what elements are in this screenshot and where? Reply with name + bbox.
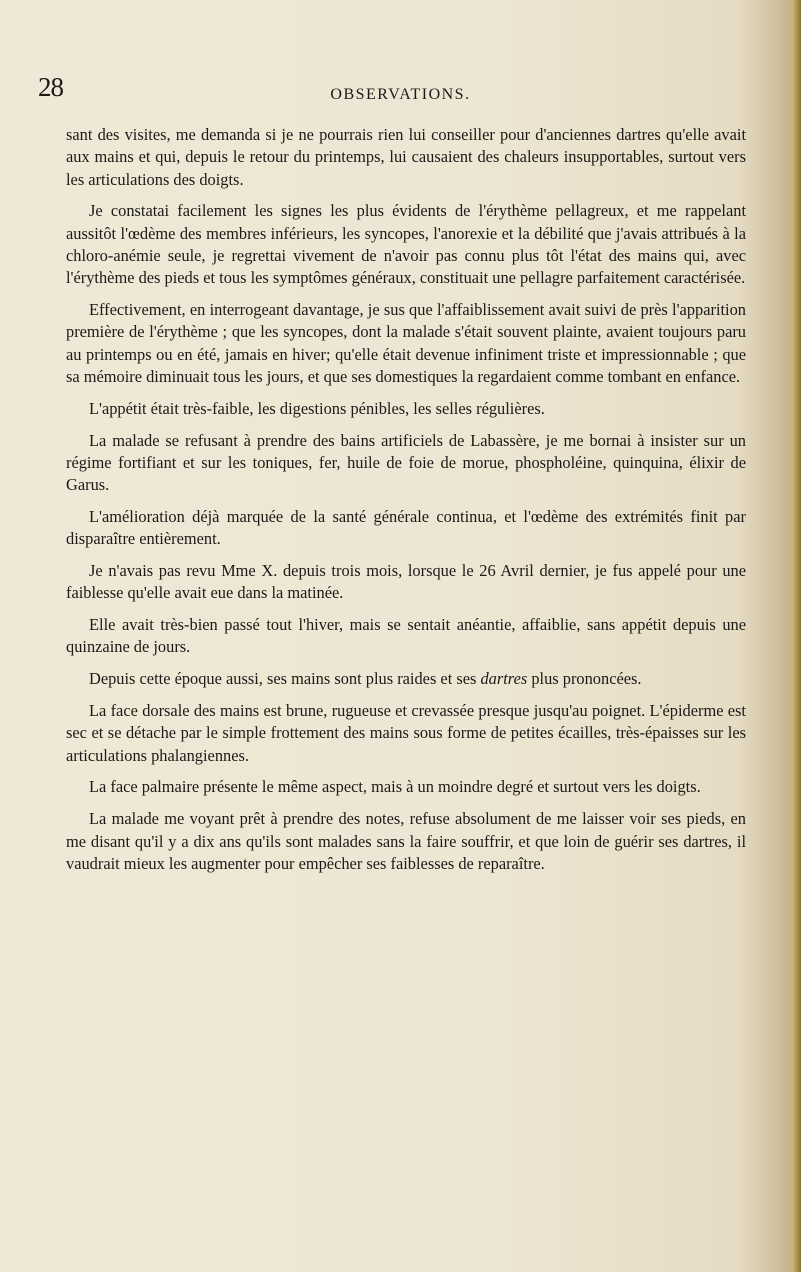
paragraph: La face dorsale des mains est brune, rugueuse et crevassée presque jusqu'au poignet. L'épiderme est sec et se détache par le simple frottement des mains sous forme de petites écailles, très-épaisses sur les articulations phalangiennes. bbox=[66, 701, 746, 765]
paragraph: Effectivement, en interrogeant davantage, je sus que l'affaiblissement avait suivi de près l'apparition première de l'érythème ; que les syncopes, dont la malade s'était souvent plainte, avaient toujours paru au printemps ou en été, jamais en hiver; qu'elle était devenue infiniment triste et impressionnable ; que sa mémoire diminuait tous les jours, et que ses domestiques la regardaient comme tombant en enfance. bbox=[66, 300, 746, 386]
paragraph: La malade me voyant prêt à prendre des notes, refuse absolument de me laisser voir ses pieds, en me disant qu'il y a dix ans qu'ils sont malades sans la faire souffrir, et que loin de guérir ses dartres, il vaudrait mieux les augmenter pour empêcher ses faiblesses de reparaître. bbox=[66, 809, 746, 873]
italic-term: dartres bbox=[480, 669, 528, 689]
paragraph-text: Depuis cette époque aussi, ses mains sont plus raides et ses bbox=[89, 669, 481, 689]
paragraph-text: plus prononcées. bbox=[527, 669, 642, 689]
page-number: 28 bbox=[38, 72, 63, 102]
paragraph: La face palmaire présente le même aspect, mais à un moindre degré et surtout vers les doigts. bbox=[89, 777, 701, 797]
paragraph: sant des visites, me demanda si je ne pourrais rien lui conseiller pour d'anciennes dartres qu'elle avait aux mains et qui, depuis le retour du printemps, lui causaient des chaleurs insupportables, surtout vers les articulations des doigts. bbox=[66, 125, 746, 189]
paragraph: L'amélioration déjà marquée de la santé générale continua, et l'œdème des extrémités finit par disparaître entièrement. bbox=[66, 506, 746, 549]
running-title: OBSERVATIONS. bbox=[330, 86, 471, 103]
page-edge bbox=[787, 0, 801, 1272]
paragraph: Je constatai facilement les signes les plus évidents de l'érythème pellagreux, et me rappelant aussitôt l'œdème des membres inférieurs, les syncopes, l'anorexie et la débilité que j'avais attribués à la chloro-anémie seule, je regrettai vivement de n'avoir pas connu plus tôt l'état des mains qui, avec l'érythème des pieds et tous les symptômes généraux, constituait une pellagre parfaitement caractérisée. bbox=[66, 201, 746, 288]
paragraph: La malade se refusant à prendre des bains artificiels de Labassère, je me bornai à insister sur un régime fortifiant et sur les toniques, fer, huile de foie de morue, phospholéine, quinquina, élixir de Garus. bbox=[66, 430, 746, 495]
body-text bbox=[66, 124, 746, 885]
paragraph: Je n'avais pas revu Mme X. depuis trois mois, lorsque le 26 Avril dernier, je fus appelé pour une faiblesse qu'elle avait eue dans la matinée. bbox=[66, 561, 746, 603]
paragraph: L'appétit était très-faible, les digestions pénibles, les selles régulières. bbox=[89, 398, 545, 418]
paragraph: Elle avait très-bien passé tout l'hiver, mais se sentait anéantie, affaiblie, sans appétit depuis une quinzaine de jours. bbox=[66, 615, 746, 657]
paragraph bbox=[66, 668, 746, 690]
